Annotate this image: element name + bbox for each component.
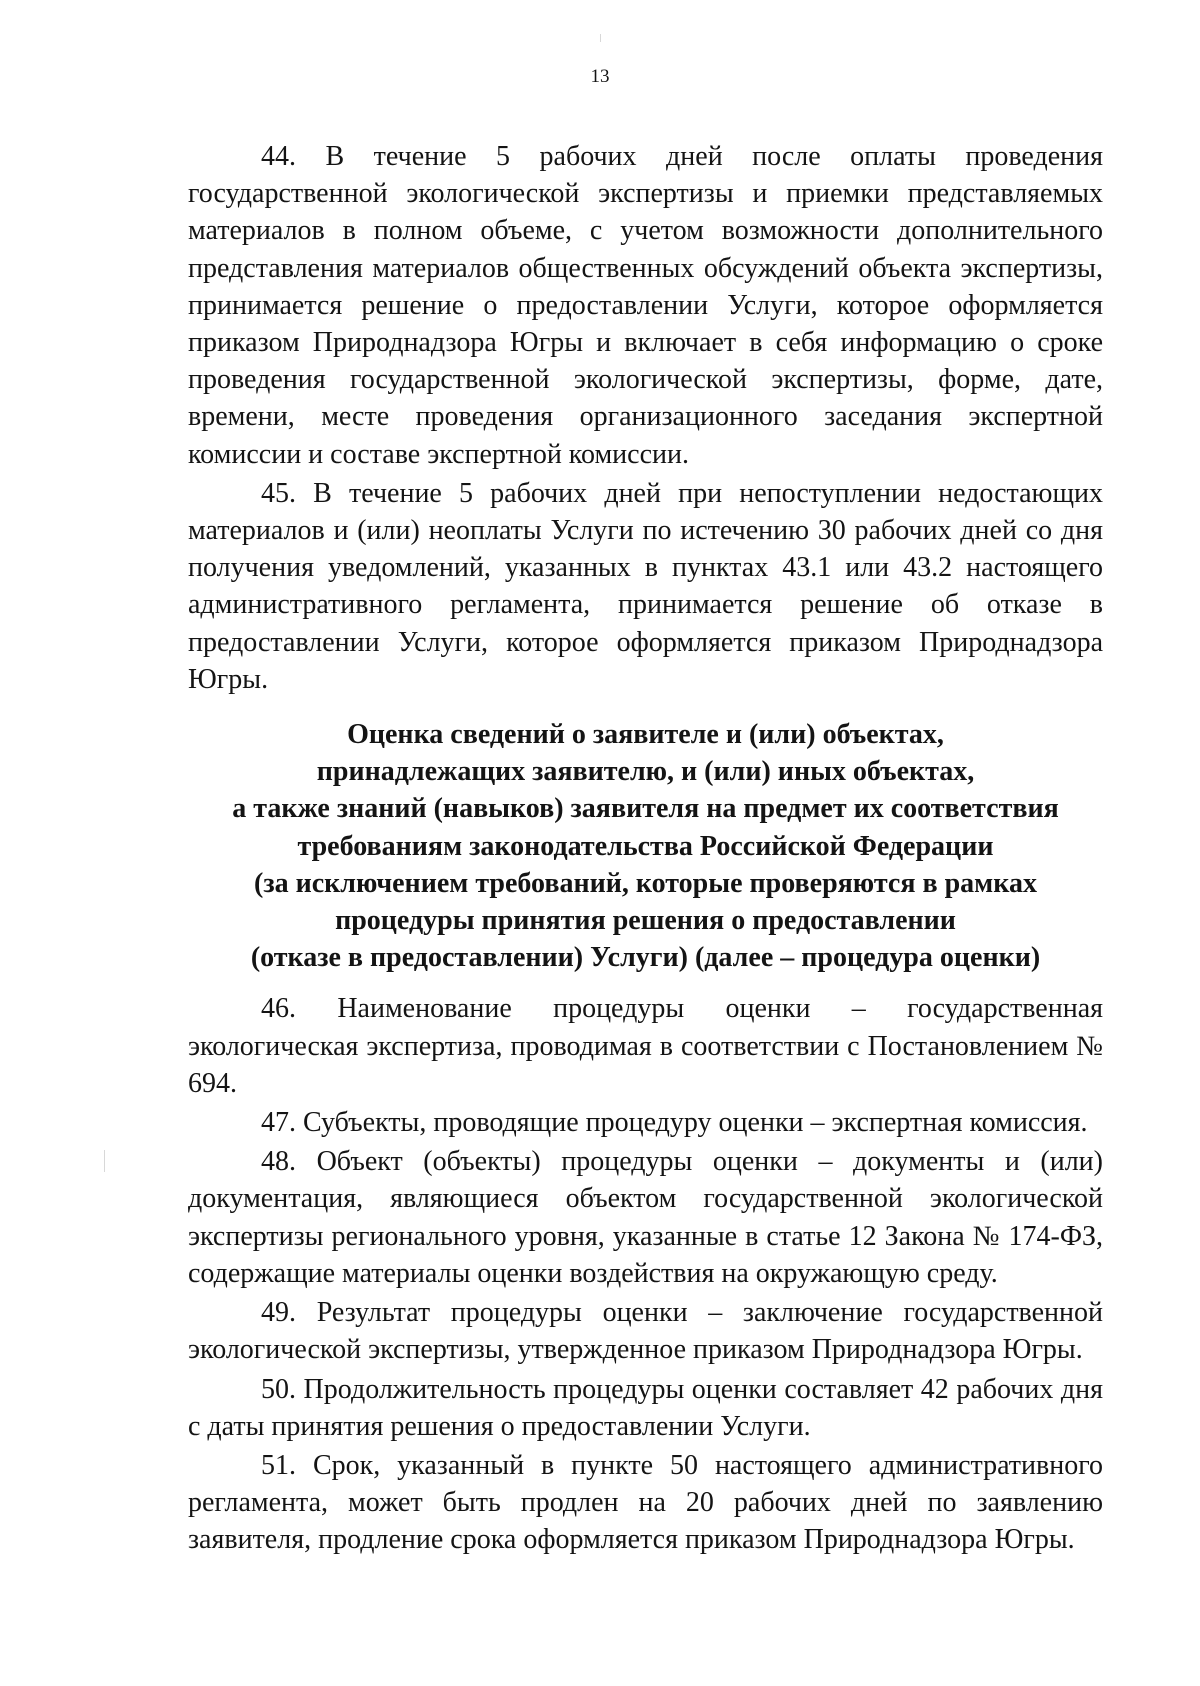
section-heading — [188, 716, 1103, 976]
paragraph-48: 48. Объект (объекты) процедуры оценки – документы и (или) документация, являющиеся объектом государственной экологической экспертизы регионального уровня, указанные в статье 12 Закона № 174-ФЗ, содержащие материалы оценки воздействия на окружающую среду. — [188, 1146, 1103, 1289]
heading-line: принадлежащих заявителю, и (или) иных объектах, — [316, 756, 975, 788]
heading-line: требованиям законодательства Российской Федерации — [297, 830, 994, 862]
page-number: 13 — [590, 66, 610, 87]
scan-artifact-left — [104, 1150, 105, 1172]
paragraph-46: 46. Наименование процедуры оценки – государственная экологическая экспертиза, проводимая в соответствии с Постановлением № 694. — [188, 993, 1103, 1099]
heading-line: (отказе в предоставлении) Услуги) (далее – процедура оценки) — [250, 942, 1041, 974]
paragraph-44: 44. В течение 5 рабочих дней после оплаты проведения государственной экологической экспертизы и приемки представляемых материалов в полном объеме, с учетом возможности дополнительного представления материалов общественных обсуждений объекта экспертизы, принимается решение о предоставлении Услуги, которое оформляется приказом Природнадзора Югры и включает в себя информацию о сроке проведения государственной экологической экспертизы, форме, дате, времени, месте проведения организационного заседания экспертной комиссии и составе экспертной комиссии. — [188, 141, 1103, 470]
paragraph-45: 45. В течение 5 рабочих дней при непоступлении недостающих материалов и (или) неоплаты Услуги по истечению 30 рабочих дней со дня получения уведомлений, указанных в пунктах 43.1 или 43.2 настоящего административного регламента, принимается решение об отказе в предоставлении Услуги, которое оформляется приказом Природнадзора Югры. — [188, 477, 1103, 695]
heading-line: а также знаний (навыков) заявителя на предмет их соответствия — [232, 793, 1059, 825]
heading-line: (за исключением требований, которые проверяются в рамках — [254, 867, 1037, 899]
document-body — [188, 138, 1103, 1561]
heading-line: процедуры принятия решения о предоставлении — [335, 905, 956, 937]
heading-line: Оценка сведений о заявителе и (или) объектах, — [347, 719, 944, 751]
paragraph-47: 47. Субъекты, проводящие процедуру оценки – экспертная комиссия. — [261, 1107, 1088, 1139]
paragraph-49: 49. Результат процедуры оценки – заключение государственной экологической экспертизы, утвержденное приказом Природнадзора Югры. — [188, 1297, 1103, 1366]
scan-artifact-top — [600, 34, 601, 42]
paragraph-50: 50. Продолжительность процедуры оценки составляет 42 рабочих дня с даты принятия решения о предоставлении Услуги. — [188, 1373, 1103, 1442]
paragraph-51: 51. Срок, указанный в пункте 50 настоящего административного регламента, может быть продлен на 20 рабочих дней по заявлению заявителя, продление срока оформляется приказом Природнадзора Югры. — [188, 1449, 1103, 1556]
